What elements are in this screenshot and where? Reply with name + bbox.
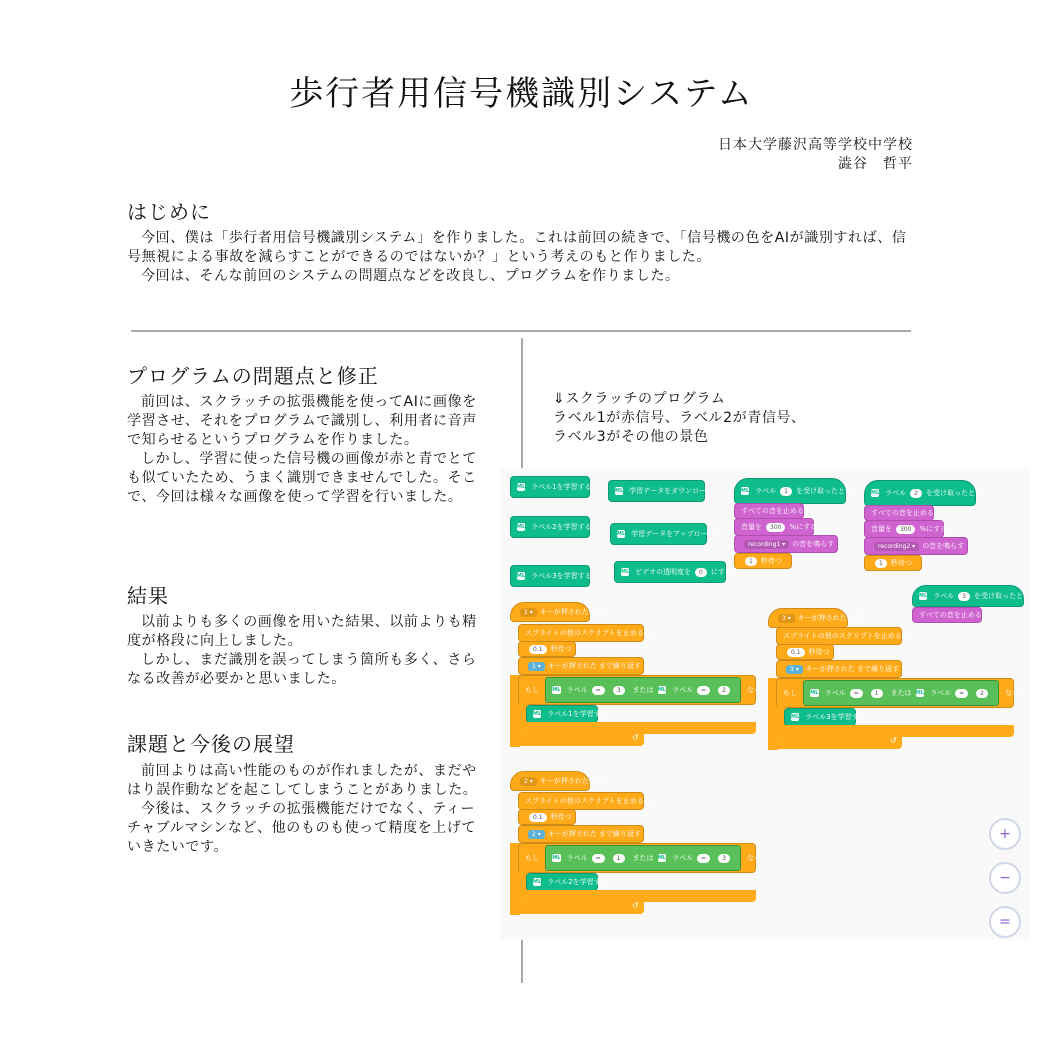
wait-block[interactable] <box>734 553 792 569</box>
repeat-bottom <box>768 737 902 749</box>
ml-icon: ML <box>552 687 561 693</box>
author-block <box>718 136 913 174</box>
key-pressed-hat[interactable] <box>510 602 603 622</box>
scratch-workspace[interactable] <box>500 468 1030 940</box>
learn-label3-block[interactable] <box>784 708 866 726</box>
stop-sounds-block[interactable] <box>912 607 982 623</box>
key-dropdown[interactable]: 2 ▾ <box>520 777 537 786</box>
block-text: %にする <box>789 523 818 531</box>
block-text: ラベル3を学習する <box>531 572 592 580</box>
receive-label2-hat[interactable] <box>864 480 982 506</box>
wait-value[interactable]: 1 <box>745 557 757 566</box>
label-value[interactable]: 1 <box>780 487 792 496</box>
intro-paragraph-2: 今回は、そんな前回のシステムの問題点などを改良し、プログラムを作りました。 <box>141 268 680 284</box>
zoom-reset-icon: = <box>999 914 1011 930</box>
block-text: もし <box>525 686 539 694</box>
intro-text <box>127 229 917 286</box>
horizontal-divider <box>131 330 911 332</box>
block-text: ラベル <box>885 489 907 497</box>
block-text: ラベル2を学習する <box>547 878 608 886</box>
loop-arrow-icon: ↺ <box>632 901 639 910</box>
block-text: キーが押されたとき <box>539 608 603 616</box>
repeat-bottom <box>510 902 644 914</box>
block-text: もし <box>525 854 539 862</box>
wait-block[interactable] <box>776 644 834 660</box>
scratch-caption <box>553 390 913 447</box>
block-text: ラベル2を学習する <box>531 523 592 531</box>
zoom-out-button[interactable] <box>989 862 1021 894</box>
block-text: または <box>890 689 912 697</box>
ml-icon: ML <box>552 855 561 861</box>
ml-icon: ML <box>919 593 928 599</box>
problems-paragraph-1: 前回は、スクラッチの拡張機能を使ってAIに画像を学習させ、それをプログラムで識別し、利用者に音声で知らせるというプログラムを作りました。 <box>127 394 477 448</box>
compare-value[interactable]: 1 <box>613 854 625 863</box>
or-condition[interactable] <box>545 677 741 703</box>
problems-text <box>127 393 489 507</box>
block-text: ラベル <box>672 686 694 694</box>
key-dropdown[interactable]: 1 ▾ <box>528 662 545 671</box>
block-text: ラベル1を学習する <box>547 710 608 718</box>
stop-other-scripts-block[interactable] <box>776 627 908 645</box>
block-text: キーが押された <box>805 665 855 673</box>
stop-sounds-block[interactable] <box>734 503 804 519</box>
wait-value[interactable]: 0.1 <box>529 813 547 822</box>
block-text: を受け取ったとき <box>796 487 852 495</box>
block-text: 秒待つ <box>550 645 572 653</box>
block-text: ラベル1を学習する <box>531 483 592 491</box>
ml-icon: ML <box>657 855 666 861</box>
caption-line-2: ラベル1が赤信号、ラベル2が青信号、 <box>553 410 806 426</box>
problems-heading: プログラムの問題点と修正 <box>127 364 379 388</box>
block-text: または <box>632 686 654 694</box>
block-text: %にする <box>919 525 948 533</box>
ml-icon: ML <box>615 488 624 494</box>
download-data-block[interactable] <box>608 480 714 502</box>
block-text: キーが押された <box>547 662 597 670</box>
learn-label3-block[interactable] <box>510 565 590 587</box>
block-text: 音量を <box>871 525 892 533</box>
stop-other-scripts-block[interactable] <box>518 624 650 642</box>
block-text: なら <box>747 686 761 694</box>
ml-icon: ML <box>517 524 526 530</box>
set-volume-block[interactable] <box>864 520 948 538</box>
block-text: キーが押されたとき <box>797 614 861 622</box>
block-text: 音量を <box>741 523 762 531</box>
block-text: ラベル <box>933 592 955 600</box>
ml-icon: ML <box>741 488 750 494</box>
block-text: キーが押されたとき <box>539 777 603 785</box>
eq-sign: = <box>955 689 968 698</box>
volume-value[interactable]: 300 <box>766 523 785 532</box>
ml-icon: ML <box>791 714 800 720</box>
block-text: 秒待つ <box>760 557 782 565</box>
caption-line-1: ⇓スクラッチのプログラム <box>553 391 726 407</box>
results-text <box>127 613 489 689</box>
stop-sounds-block[interactable] <box>864 505 934 521</box>
set-volume-block[interactable] <box>734 518 818 536</box>
ml-icon: ML <box>621 569 630 575</box>
loop-arrow-icon: ↺ <box>632 733 639 742</box>
problems-paragraph-2: しかし、学習に使った信号機の画像が赤と青でとても似ていたため、うまく識別できませんでした。そこで、今回は様々な画像を使って学習を行いました。 <box>127 451 477 505</box>
key-dropdown[interactable]: 3 ▾ <box>778 614 795 623</box>
learn-label2-block[interactable] <box>510 516 590 538</box>
ml-icon: ML <box>517 573 526 579</box>
key-pressed-hat[interactable] <box>768 608 861 628</box>
compare-value[interactable]: 2 <box>976 689 988 698</box>
if-block[interactable] <box>518 843 761 873</box>
eq-sign: = <box>592 854 605 863</box>
label-value[interactable]: 2 <box>910 489 922 498</box>
block-text: ラベル3を学習する <box>805 713 866 721</box>
future-heading: 課題と今後の展望 <box>127 732 295 756</box>
future-paragraph-2: 今後は、スクラッチの拡張機能だけでなく、ティーチャブルマシンなど、他のものも使って精度を上げていきたいです。 <box>127 801 477 855</box>
key-dropdown[interactable]: 1 ▾ <box>520 608 537 617</box>
block-text: 秒待つ <box>808 648 830 656</box>
results-paragraph-2: しかし、まだ識別を誤ってしまう箇所も多く、さらなる改善が必要かと思いました。 <box>127 652 477 687</box>
zoom-in-icon: + <box>999 826 1011 842</box>
block-text: なら <box>1005 689 1019 697</box>
block-text: 秒待つ <box>550 813 572 821</box>
key-dropdown[interactable]: 3 ▾ <box>786 665 803 674</box>
block-text: もし <box>783 689 797 697</box>
future-paragraph-1: 前回よりは高い性能のものが作れましたが、まだやはり誤作動などを起こしてしまうことがありました。 <box>127 763 478 798</box>
if-block[interactable] <box>518 675 761 705</box>
video-transparency-block[interactable] <box>614 561 732 583</box>
block-text: ビデオの透明度を <box>635 568 692 576</box>
block-text: の音を鳴らす <box>922 542 965 550</box>
receive-label3-hat[interactable] <box>912 585 1030 607</box>
page-title: 歩行者用信号機識別システム <box>289 74 754 114</box>
or-condition[interactable] <box>545 845 741 871</box>
compare-value[interactable]: 1 <box>871 689 883 698</box>
wait-value[interactable]: 0.1 <box>787 648 805 657</box>
sound-dropdown[interactable]: recording2 ▾ <box>874 542 919 551</box>
zoom-reset-button[interactable] <box>989 906 1021 938</box>
ml-icon: ML <box>915 690 924 696</box>
play-sound-block[interactable] <box>734 535 838 553</box>
or-condition[interactable] <box>803 680 999 706</box>
block-text: スプライトの他のスクリプトを止める ▾ <box>525 629 650 637</box>
block-text: を受け取ったとき <box>974 592 1030 600</box>
block-text: まで繰り返す <box>598 830 641 838</box>
block-text: まで繰り返す <box>598 662 641 670</box>
play-sound-block[interactable] <box>864 537 968 555</box>
receive-label1-hat[interactable] <box>734 478 852 504</box>
zoom-in-button[interactable] <box>989 818 1021 850</box>
block-text: ラベル <box>672 854 694 862</box>
video-value-input[interactable]: 0 <box>695 568 707 577</box>
key-dropdown[interactable]: 2 ▾ <box>528 830 545 839</box>
repeat-bottom <box>510 734 644 746</box>
block-text: 学習データをダウンロード <box>629 487 714 495</box>
block-text: ラベル <box>824 689 846 697</box>
ml-icon: ML <box>871 490 880 496</box>
key-pressed-hat[interactable] <box>510 771 603 791</box>
block-text: ラベル <box>566 686 588 694</box>
eq-sign: = <box>592 686 605 695</box>
volume-value[interactable]: 300 <box>896 525 915 534</box>
block-text: キーが押された <box>547 830 597 838</box>
block-text: にする <box>710 568 732 576</box>
block-text: 秒待つ <box>890 559 912 567</box>
caption-line-3: ラベル3がその他の景色 <box>553 429 709 445</box>
repeat-until-block[interactable] <box>518 657 644 675</box>
block-text: スプライトの他のスクリプトを止める ▾ <box>783 632 908 640</box>
block-text: スプライトの他のスクリプトを止める ▾ <box>525 797 650 805</box>
eq-sign: = <box>850 689 863 698</box>
ml-icon: ML <box>533 711 542 717</box>
repeat-until-block[interactable] <box>776 660 902 678</box>
future-text <box>127 762 489 857</box>
eq-sign: = <box>697 686 710 695</box>
ml-icon: ML <box>617 531 626 537</box>
block-text: まで繰り返す <box>856 665 899 673</box>
block-text: ラベル <box>566 854 588 862</box>
intro-heading: はじめに <box>127 200 211 224</box>
ml-icon: ML <box>517 484 526 490</box>
intro-paragraph-1: 今回、僕は「歩行者用信号機識別システム」を作りました。これは前回の続きで、「信号機の色をAIが識別すれば、信号無視による事故を減らすことができるのではないか？」という考えのもと作りました。 <box>127 230 907 265</box>
results-heading: 結果 <box>127 584 169 608</box>
school-name: 日本大学藤沢高等学校中学校 <box>718 137 913 153</box>
block-text: なら <box>747 854 761 862</box>
eq-sign: = <box>697 854 710 863</box>
zoom-out-icon: − <box>999 870 1011 886</box>
learn-label2-block[interactable] <box>526 873 608 891</box>
learn-label1-block[interactable] <box>526 705 608 723</box>
sound-dropdown[interactable]: recording1 ▾ <box>744 540 789 549</box>
wait-block[interactable] <box>518 641 576 657</box>
block-text: 学習データをアップロード <box>631 530 715 538</box>
block-text: すべての音を止める <box>919 611 982 619</box>
ml-icon: ML <box>533 879 542 885</box>
repeat-until-block[interactable] <box>518 825 644 843</box>
block-text: すべての音を止める <box>741 507 804 515</box>
compare-value[interactable]: 3 <box>613 686 625 695</box>
block-text: すべての音を止める <box>871 509 934 517</box>
compare-value[interactable]: 2 <box>718 686 730 695</box>
block-text: を受け取ったとき <box>926 489 982 497</box>
wait-block[interactable] <box>518 809 576 825</box>
ml-icon: ML <box>810 690 819 696</box>
loop-arrow-icon: ↺ <box>890 736 897 745</box>
block-text: ラベル <box>930 689 952 697</box>
upload-data-block[interactable] <box>610 523 715 545</box>
block-text: ラベル <box>755 487 777 495</box>
results-paragraph-1: 以前よりも多くの画像を用いた結果、以前よりも精度が格段に向上しました。 <box>127 614 477 649</box>
wait-value[interactable]: 1 <box>875 559 887 568</box>
learn-label1-block[interactable] <box>510 476 590 498</box>
block-text: または <box>632 854 654 862</box>
author-name: 澁谷 哲平 <box>838 156 913 172</box>
wait-block[interactable] <box>864 555 922 571</box>
stop-other-scripts-block[interactable] <box>518 792 650 810</box>
if-block[interactable] <box>776 678 1019 708</box>
wait-value[interactable]: 0.1 <box>529 645 547 654</box>
compare-value[interactable]: 3 <box>718 854 730 863</box>
label-value[interactable]: 3 <box>958 592 970 601</box>
block-text: の音を鳴らす <box>792 540 835 548</box>
ml-icon: ML <box>657 687 666 693</box>
